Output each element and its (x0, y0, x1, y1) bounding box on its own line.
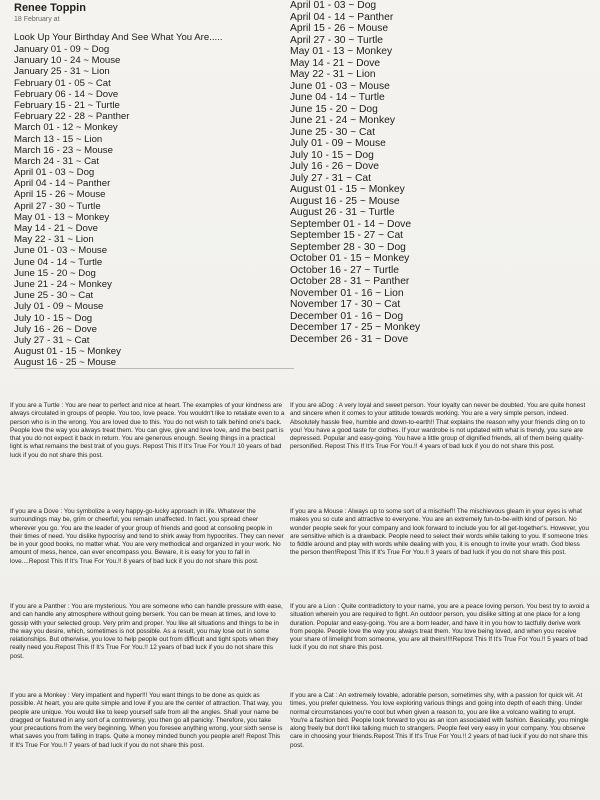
birthday-range-item: May 01 - 13 ~ Monkey (290, 46, 393, 57)
birthday-range-item: September 15 - 27 ~ Cat (290, 230, 404, 241)
birthday-range-item: June 04 - 14 ~ Turtle (14, 256, 103, 268)
post-title: Look Up Your Birthday And See What You Are..... (14, 32, 223, 43)
birthday-range-item: July 16 - 26 ~ Dove (14, 323, 97, 335)
birthday-range-item: November 01 - 16 ~ Lion (290, 287, 404, 299)
birthday-range-item: February 15 - 21 ~ Turtle (14, 99, 120, 111)
birthday-range-item: July 10 - 15 ~ Dog (290, 149, 374, 161)
mouse-description: If you are a Mouse : Always up to some sort of a mischief!! The mischievous gleam in your eyes is what makes you so cute and attractive to everyone. You are an extremely fun-to-be-with kind of person. No wonder people seek for your company and look forward to include you for all get-together's. However, you are sensitive which is a drawback. People need to select their words while talking to you. If someone tries to fiddle around and play with words while dealing with you, it is enough to invite your wrath. God bless the person then!Repost This If It's True For You.!! 3 years of bad luck if you do not share this post. (290, 508, 589, 557)
dove-description: If you are a Dove : You symbolize a very happy-go-lucky approach in life. Whatever the surroundings may be, grim or cheerful, you remain unaffected. In fact, you spread cheer wherever you go. You are the leader of your group of friends and good at consoling people in their times of need. You dislike hypocrisy and tend to shirk away from hypocrites. They can never be in your good books, no matter what. You are very methodical and organized in your work. No amount of mess, hence, can ever encompass you. Beware, it is easy for you to fall in love....Repost This If It's True For You.!! 8 years of bad luck if you do not share this post. (10, 508, 284, 565)
birthday-range-item: October 28 - 31 ~ Panther (290, 276, 410, 287)
birthday-range-item: October 01 - 15 ~ Monkey (290, 253, 410, 264)
birthday-range-item: April 01 - 03 ~ Dog (14, 167, 95, 179)
birthday-range-item: August 01 - 15 ~ Monkey (290, 184, 405, 195)
birthday-range-item: November 17 - 30 ~ Cat (290, 299, 401, 310)
panther-description: If you are a Panther : You are mysterious. You are someone who can handle pressure with ease, and can handle any atmosphere without going berserk. You can be mean at times, and love to gossip with your selected group. Very prim and proper. You like all situations and things to be in the way you desire, which, sometimes is not possible. As a result, you may lose out in some relationships. But otherwise, you love to help people out from difficult and tight spots when they really need you.Repost This If It's True For You.!! 12 years of bad luck if you do not share this post. (10, 603, 283, 660)
birthday-range-item: July 10 - 15 ~ Dog (14, 312, 93, 324)
birthday-range-item: December 26 - 31 ~ Dove (290, 333, 409, 345)
birthday-range-item: August 26 - 31 ~ Turtle (290, 207, 395, 218)
birthday-range-item: July 01 - 09 ~ Mouse (14, 301, 104, 313)
birthday-range-item: February 22 - 28 ~ Panther (14, 111, 130, 123)
birthday-range-item: June 15 - 20 ~ Dog (290, 103, 378, 115)
birthday-range-item: January 01 - 09 ~ Dog (14, 44, 110, 55)
birthday-range-item: September 01 - 14 ~ Dove (290, 218, 412, 230)
birthday-range-item: March 01 - 12 ~ Monkey (14, 122, 118, 134)
birthday-range-item: April 01 - 03 ~ Dog (290, 0, 377, 11)
birthday-range-item: August 16 - 25 ~ Mouse (14, 357, 117, 369)
birthday-range-item: July 27 - 31 ~ Cat (14, 334, 90, 346)
left-birthday-list (14, 44, 294, 374)
birthday-range-item: August 16 - 25 ~ Mouse (290, 195, 400, 207)
lion-description: If you are a Lion : Quite contradictory to your name, you are a peace loving person. You best try to avoid a situation wherein you are required to fight. An outdoor person, you dislike sitting at one place for a long duration. Popular and easy-going. You are a born leader, and have it in you how to tactfully derive work from people. People love the way you always treat them. You love being loved, and when you receive your share of limelight from someone, you are all theirs!!!!Repost This If It's True For You.!! 5 years of bad luck if you do not share this post. (290, 603, 590, 652)
birthday-range-item: May 22 - 31 ~ Lion (14, 234, 94, 246)
cutoff-line (14, 368, 294, 374)
birthday-range-item: July 27 - 31 ~ Cat (290, 172, 371, 184)
birthday-range-item: March 24 - 31 ~ Cat (14, 155, 100, 167)
birthday-range-item: June 25 - 30 ~ Cat (14, 290, 94, 302)
birthday-range-item: May 14 - 21 ~ Dove (14, 223, 98, 234)
birthday-range-item: June 04 - 14 ~ Turtle (290, 92, 385, 103)
cat-description: If you are a Cat : An extremely lovable, adorable person, sometimes shy, with a passion for quick wit. At times, you prefer quietness. You love exploring various things and going into depth of each thing. Under normal circumstances you're cool but when given a reason to, you are like a volcano waiting to erupt. You're a fashion bird. People look forward to you as an icon associated with fashion. Basically, you mingle along freely but don't like talking much to strangers. People feel very easy in your company. You observe care in choosing your friends.Repost This If It's True For You.!! 2 years of bad luck if you do not share this post. (290, 692, 589, 749)
birthday-range-item: April 27 - 30 ~ Turtle (290, 34, 384, 46)
birthday-range-item: August 01 - 15 ~ Monkey (14, 346, 121, 358)
birthday-range-item: February 06 - 14 ~ Dove (14, 88, 119, 100)
birthday-range-item: December 17 - 25 ~ Monkey (290, 322, 421, 333)
birthday-range-item: June 21 - 24 ~ Monkey (290, 115, 396, 126)
birthday-range-item: March 16 - 23 ~ Mouse (14, 144, 113, 156)
birthday-range-item: April 04 - 14 ~ Panther (290, 11, 394, 23)
post-header (14, 2, 86, 24)
birthday-range-item: April 04 - 14 ~ Panther (14, 178, 111, 190)
birthday-range-item: June 01 - 03 ~ Mouse (14, 245, 108, 257)
right-birthday-list (290, 0, 590, 345)
birthday-range-item: April 15 - 26 ~ Mouse (14, 189, 106, 201)
birthday-range-item: September 28 - 30 ~ Dog (290, 241, 406, 253)
birthday-range-item: January 25 - 31 ~ Lion (14, 66, 110, 78)
birthday-range-item: May 22 - 31 ~ Lion (290, 69, 376, 80)
birthday-range-item: December 01 - 16 ~ Dog (290, 310, 404, 322)
birthday-range-item: October 16 - 27 ~ Turtle (290, 264, 400, 276)
birthday-range-item: July 16 - 26 ~ Dove (290, 161, 380, 172)
birthday-range-item: June 25 - 30 ~ Cat (290, 126, 376, 138)
birthday-range-item: April 27 - 30 ~ Turtle (14, 200, 101, 212)
author-name[interactable]: Renee Toppin (14, 2, 86, 14)
dog-description: If you are aDog : A very loyal and sweet person. Your loyalty can never be doubted. You are quite honest and sincere when it comes to your attitude towards working. You are a very simple person, indeed. Absolutely hassle free, humble and down-to-earth!! That explains the reason why your friends cling on to you! You have a good taste for clothes. If your wardrobe is not updated with what is trendy, you sure are depressed. Popular and easy-going. You have a little group of dignified friends, all of them being quality-personified. Repost This If It's True For You.!! 4 years of bad luck if you do not share this post. (290, 402, 586, 451)
birthday-range-item: June 01 - 03 ~ Mouse (290, 80, 390, 92)
birthday-range-item: March 13 - 15 ~ Lion (14, 133, 103, 145)
birthday-range-item: May 01 - 13 ~ Monkey (14, 211, 110, 223)
birthday-range-item: May 14 - 21 ~ Dove (290, 57, 381, 69)
birthday-range-item: April 15 - 26 ~ Mouse (290, 23, 389, 34)
birthday-range-item: July 01 - 09 ~ Mouse (290, 138, 386, 149)
birthday-range-item: February 01 - 05 ~ Cat (14, 77, 111, 89)
birthday-range-item: January 10 - 24 ~ Mouse (14, 55, 121, 67)
birthday-range-item: June 15 - 20 ~ Dog (14, 267, 96, 279)
birthday-range-item: June 21 - 24 ~ Monkey (14, 278, 112, 290)
post-date[interactable]: 18 February at (14, 16, 60, 23)
monkey-description: If you are a Monkey : Very impatient and hyper!!! You want things to be done as quick as possible. At heart, you are quite simple and love if you are the center of attraction. That way, you people are unique. You would like to keep yourself safe from all the angles. Shall your name be dragged or featured in any sort of a controversy, you then go all panicky. Therefore, you take your precautions from the very beginning. When you foresee anything wrong, your sixth sense is what saves you from falling in traps. Quite a money minded bunch you people are!! Repost This If It's True For You.!! 7 years of bad luck if you do not share this post. (10, 692, 283, 749)
turtle-description: If you are a Turtle : You are near to perfect and nice at heart. The examples of your kindness are always circulated in groups of people. You too, love peace. You wouldn't like to retaliate even to a person who is in the wrong. You are loved due to this. You do not wish to talk behind one's back. People love the way you always treat them. You can give, give and love love, and the best part is that you do not expect it back in return. You are generous enough. Seeing things in a practical light is what remains the best trait of you guys. Repost This If It's True For You.!! 10 years of bad luck if you do not share this post. (10, 402, 285, 459)
